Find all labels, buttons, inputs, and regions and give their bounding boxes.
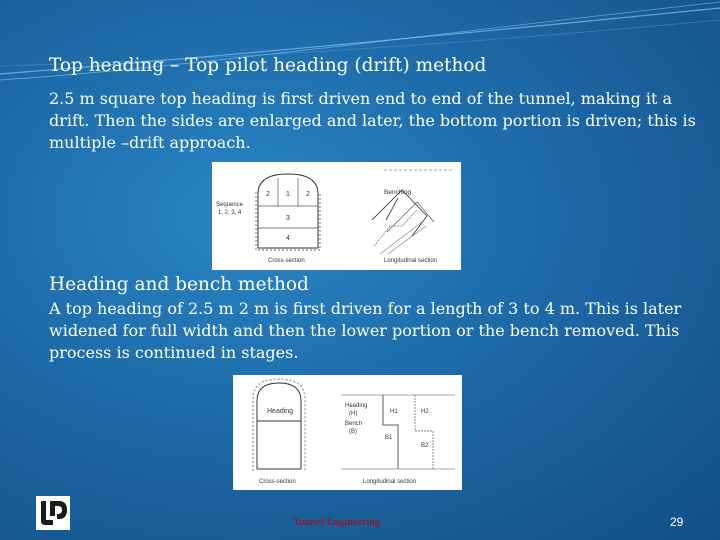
heading-area-label: Heading <box>267 408 294 415</box>
top-heading-diagram <box>212 162 461 270</box>
benching-label: Benching <box>384 189 412 196</box>
institution-logo <box>36 496 70 530</box>
bench-symbol: (B) <box>349 429 357 435</box>
heading-bench-method: Heading and bench method <box>49 274 309 295</box>
section-label-2-right: 2 <box>306 191 310 198</box>
heading-bench-diagram <box>233 375 462 490</box>
figure-top-heading <box>212 162 461 270</box>
page-number: 29 <box>670 515 684 529</box>
longitudinal-section-caption-2: Longitudinal section <box>363 479 417 485</box>
cross-section-caption: Cross-section <box>268 258 305 264</box>
footer-title: Tunnel Engineering <box>293 516 381 528</box>
label-h2: H2 <box>421 409 429 415</box>
paragraph-bench-method: A top heading of 2.5 m 2 m is first driven for a length of 3 to 4 m. This is later widened for full width and then the lower portion or the bench removed. This process is continued in stages. <box>49 299 682 362</box>
label-b1: B1 <box>385 435 393 441</box>
section-label-1: 1 <box>286 191 290 198</box>
sequence-values: 1, 2, 3, 4 <box>218 210 242 216</box>
label-b2: B2 <box>421 443 429 449</box>
heading-h-symbol: (H) <box>349 411 358 417</box>
section-label-3: 3 <box>286 215 290 222</box>
cross-section-caption-2: Cross-section <box>259 479 296 485</box>
figure-heading-bench <box>233 375 462 490</box>
section-label-2-left: 2 <box>266 191 270 198</box>
paragraph-top-heading-method: 2.5 m square top heading is first driven end to end of the tunnel, making it a drift. Then the sides are enlarged and later, the bottom portion is driven; this is multiple –drift approach. <box>49 89 696 152</box>
heading-top-heading-method: Top heading – Top pilot heading (drift) method <box>49 55 487 76</box>
sequence-label: Sequence <box>216 202 244 208</box>
label-h1: H1 <box>390 409 398 415</box>
bench-label: Bench <box>345 421 363 427</box>
longitudinal-section-caption: Longitudinal section <box>384 258 438 264</box>
heading-h-label: Heading <box>345 403 368 409</box>
section-label-4: 4 <box>286 235 290 242</box>
